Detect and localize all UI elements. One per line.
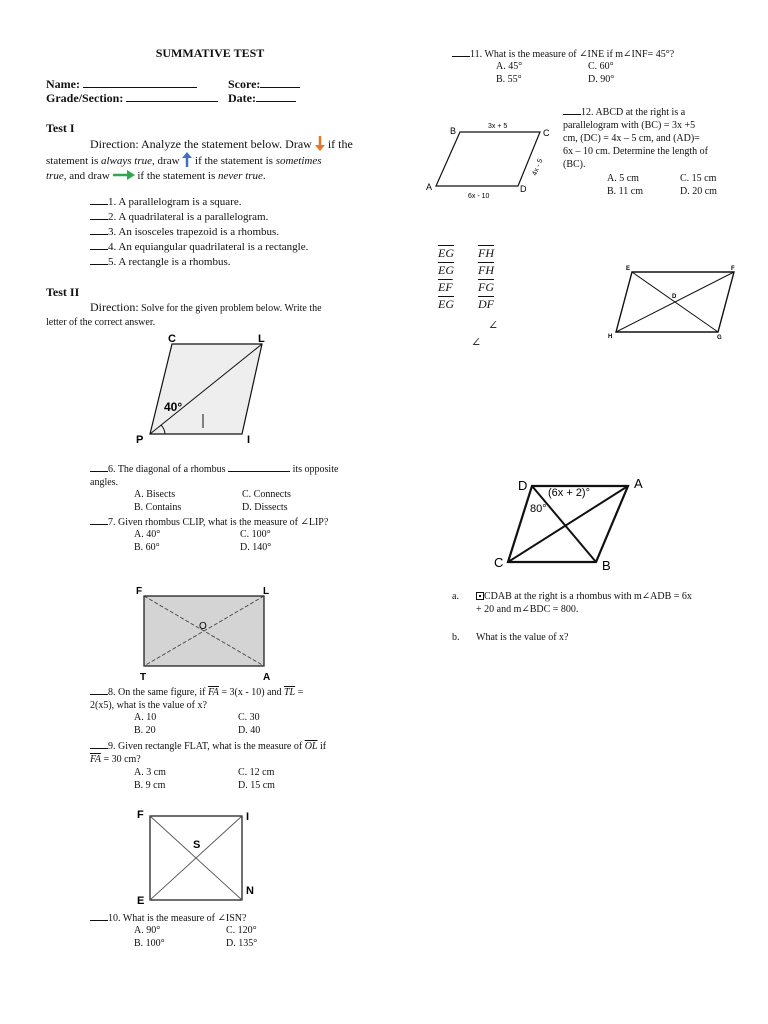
option[interactable]: C. 100° [240, 529, 271, 540]
arrow-up-blue-icon [182, 152, 192, 167]
parallelogram-abcd-figure [424, 116, 560, 204]
vertex-a-label: A [426, 182, 433, 192]
vertex-g-label: G [717, 335, 722, 340]
question-11: 11. What is the measure of ∠INE if m∠INF= 45°? [452, 47, 674, 61]
option[interactable]: C. 120° [226, 925, 257, 936]
center-s-label: S [193, 839, 201, 851]
center-o-label: O [199, 621, 207, 632]
square-fins-figure [130, 806, 270, 908]
name-label: Name: [46, 77, 80, 91]
test1-heading: Test I [46, 121, 75, 135]
option[interactable]: B. Contains [134, 502, 182, 513]
option[interactable]: D. 140° [240, 542, 272, 553]
name-blank[interactable] [83, 77, 197, 88]
center-d-label: D [672, 294, 677, 300]
vertex-i-label: I [246, 811, 250, 823]
segment-list-left: $\overline{EG}$ $\overline{EG}$ $\overline{EF}$ $\overline{EG}$ [438, 246, 454, 311]
arrow-right-green-icon [113, 170, 135, 180]
vertex-l-label: L [263, 586, 270, 597]
angle-symbol: ∠ [471, 335, 482, 349]
option[interactable]: B. 9 cm [134, 780, 166, 791]
vertex-b-label: B [602, 558, 611, 573]
rhombus-clip-figure [130, 330, 270, 448]
question-9: 9. Given rectangle FLAT, what is the measure of $\overline{OL}$ if $\overline{FA} = 30$ cm? [90, 741, 327, 765]
option[interactable]: B. 11 cm [607, 186, 644, 197]
option[interactable]: A. 10 [134, 712, 157, 723]
list-item: 4. An equiangular quadrilateral is a rectangle. [90, 240, 308, 255]
date-field [228, 91, 296, 106]
rectangle-flat-figure [130, 582, 280, 682]
date-label: Date: [228, 91, 256, 105]
score-label: Score: [228, 77, 261, 91]
option[interactable]: D. 15 cm [238, 780, 275, 791]
vertex-p-label: P [136, 434, 144, 446]
option[interactable]: C. 60° [588, 61, 614, 72]
vertex-a-label: A [263, 672, 271, 682]
side-ad-label: 6x - 10 [468, 193, 490, 200]
question-10: 10. What is the measure of ∠ISN? [90, 911, 246, 925]
list-item: 5. A rectangle is a rhombus. [90, 255, 308, 270]
test2-direction: Direction: Solve for the given problem below. Write the letter of the correct answer. [46, 300, 322, 328]
vertex-e-label: E [626, 266, 631, 272]
vertex-f-label: F [137, 809, 144, 821]
question-6: 6. The diagonal of a rhombus its opposite angles. [90, 464, 339, 488]
option[interactable]: D. 40 [238, 725, 261, 736]
question-a: a. CDAB at the right is a rhombus with m∠ADB = 6x + 20 and m∠BDC = 800. [452, 591, 692, 615]
option[interactable]: C. 15 cm [680, 173, 717, 184]
score-field [228, 77, 300, 92]
option[interactable]: A. Bisects [134, 489, 176, 500]
page-title: SUMMATIVE TEST [155, 46, 265, 60]
list-item: 3. An isosceles trapezoid is a rhombus. [90, 225, 308, 240]
option[interactable]: C. Connects [242, 489, 291, 500]
option[interactable]: D. 90° [588, 74, 615, 85]
question-8: 8. On the same figure, if $\overline{FA} = 3(x - 10)$ and $\overline{TL}$ = 2(x5), what is the value of x? [90, 687, 304, 711]
vertex-l-label: L [258, 333, 265, 345]
vertex-d-label: D [518, 478, 528, 493]
vertex-h-label: H [608, 334, 613, 340]
date-blank[interactable] [256, 91, 296, 102]
arrow-down-orange-icon [315, 136, 325, 151]
vertex-t-label: T [140, 672, 147, 682]
test1-direction: Direction: Analyze the statement below. Draw if the statement is always true, draw if the statement is sometimes true, and draw if the statement is never true. [46, 137, 353, 182]
angle-80-label: 80° [530, 503, 547, 515]
vertex-n-label: N [246, 885, 254, 897]
test2-heading: Test II [46, 285, 80, 299]
vertex-d-label: D [520, 184, 527, 194]
test1-items [90, 195, 308, 270]
segment-list-right: $\overline{FH}$ $\overline{FH}$ $\overline{FG}$ $\overline{DF}$ [478, 246, 494, 311]
side-dc-label: 4x - 5 [531, 157, 545, 177]
list-item: 1. A parallelogram is a square. [90, 195, 308, 210]
side-bc-label: 3x + 5 [488, 123, 508, 130]
question-7: 7. Given rhombus CLIP, what is the measure of ∠LIP? [90, 515, 328, 529]
grade-blank[interactable] [126, 91, 218, 102]
name-field [46, 77, 197, 92]
option[interactable]: A. 90° [134, 925, 161, 936]
option[interactable]: A. 5 cm [607, 173, 639, 184]
option[interactable]: A. 45° [496, 61, 523, 72]
angle-label: 40° [164, 400, 183, 414]
vertex-a-label: A [634, 476, 643, 491]
vertex-e-label: E [137, 895, 145, 907]
option[interactable]: A. 40° [134, 529, 161, 540]
option[interactable]: C. 30 [238, 712, 260, 723]
vertex-i-label: I [247, 434, 251, 446]
option[interactable]: B. 100° [134, 938, 165, 949]
vertex-f-label: F [136, 586, 143, 597]
option[interactable]: D. 20 cm [680, 186, 717, 197]
vertex-f-label: F [731, 266, 735, 272]
vertex-b-label: B [450, 126, 457, 136]
grade-field [46, 91, 218, 106]
list-item: 2. A quadrilateral is a parallelogram. [90, 210, 308, 225]
parallelogram-efhg-figure [606, 262, 746, 340]
rhombus-symbol-icon [476, 592, 484, 600]
option[interactable]: D. 135° [226, 938, 258, 949]
rhombus-dacb-figure [490, 472, 680, 576]
angle-symbol: ∠ [488, 318, 499, 332]
score-blank[interactable] [260, 77, 300, 88]
option[interactable]: D. Dissects [242, 502, 288, 513]
option[interactable]: C. 12 cm [238, 767, 275, 778]
angle-expression-label: (6x + 2)° [548, 487, 590, 499]
question-12: 12. ABCD at the right is a parallelogram with (BC) = 3x +5 cm, (DC) = 4x – 5 cm, and (AD)= 6x – 10 cm. Determine the length of (BC). [563, 107, 708, 170]
vertex-c-label: C [543, 128, 550, 138]
vertex-c-label: C [168, 333, 176, 345]
grade-label: Grade/Section: [46, 91, 124, 105]
option[interactable]: B. 20 [134, 725, 156, 736]
option[interactable]: B. 55° [496, 74, 522, 85]
option[interactable]: A. 3 cm [134, 767, 166, 778]
vertex-c-label: C [494, 555, 504, 570]
question-b: b. What is the value of x? [452, 632, 569, 643]
option[interactable]: B. 60° [134, 542, 160, 553]
